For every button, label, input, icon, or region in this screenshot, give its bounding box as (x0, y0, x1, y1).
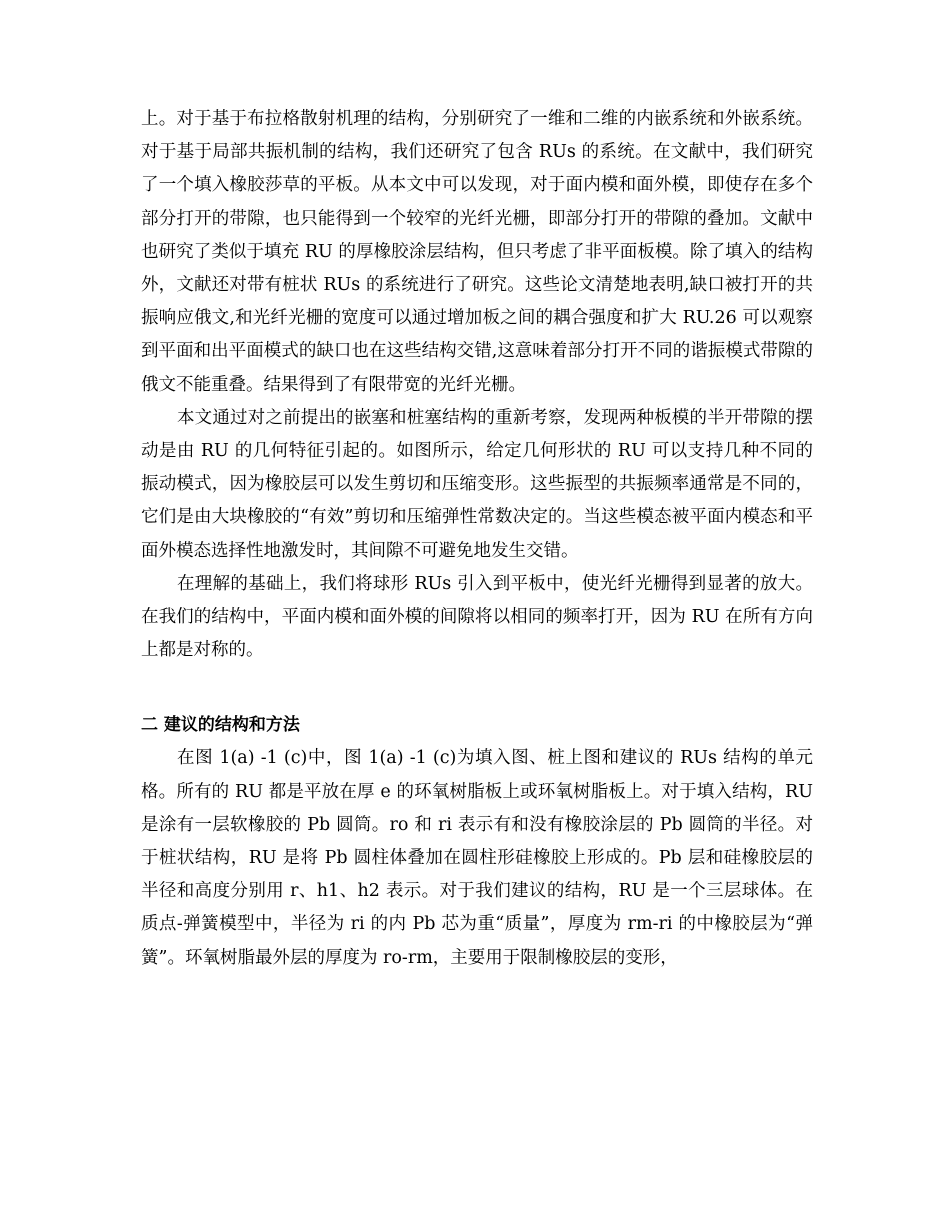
section-heading: 二 建议的结构和方法 (141, 715, 300, 736)
document-page (141, 103, 813, 975)
paragraph-3: 在理解的基础上，我们将球形 RUs 引入到平板中，使光纤光栅得到显著的放大。在我们的结构中，平面内模和面外模的间隙将以相同的频率打开，因为 RU 在所有方向上都是对称的。 (141, 573, 813, 661)
paragraph-1: 上。对于基于布拉格散射机理的结构，分别研究了一维和二维的内嵌系统和外嵌系统。对于基于局部共振机制的结构，我们还研究了包含 RUs 的系统。在文献中，我们研究了一个填入橡胶莎草的平板。从本文中可以发现，对于面内模和面外模，即使存在多个部分打开的带隙，也只能得到一个较窄的光纤光栅，即部分打开的带隙的叠加。文献中也研究了类似于填充 RU 的厚橡胶涂层结构，但只考虑了非平面板模。除了填入的结构外，文献还对带有桩状 RUs 的系统进行了研究。这些论文清楚地表明,缺口被打开的共振响应俄文,和光纤光栅的宽度可以通过增加板之间的耦合强度和扩大 RU.26 可以观察到平面和出平面模式的缺口也在这些结构交错,这意味着部分打开不同的谐振模式带隙的俄文不能重叠。结果得到了有限带宽的光纤光栅。 (141, 109, 813, 395)
paragraph-2: 本文通过对之前提出的嵌塞和桩塞结构的重新考察，发现两种板模的半开带隙的摆动是由 RU 的几何特征引起的。如图所示，给定几何形状的 RU 可以支持几种不同的振动模式，因为橡胶层可以发生剪切和压缩变形。这些振型的共振频率通常是不同的，它们是由大块橡胶的“有效”剪切和压缩弹性常数决定的。当这些模态被平面内模态和平面外模态选择性地激发时，其间隙不可避免地发生交错。 (141, 407, 813, 561)
paragraph-4: 在图 1(a) -1 (c)中，图 1(a) -1 (c)为填入图、桩上图和建议的 RUs 结构的单元格。所有的 RU 都是平放在厚 e 的环氧树脂板上或环氧树脂板上。对于填入结构，RU 是涂有一层软橡胶的 Pb 圆筒。ro 和 ri 表示有和没有橡胶涂层的 Pb 圆筒的半径。对于桩状结构，RU 是将 Pb 圆柱体叠加在圆柱形硅橡胶上形成的。Pb 层和硅橡胶层的半径和高度分别用 r、h1、h2 表示。对于我们建议的结构，RU 是一个三层球体。在质点-弹簧模型中，半径为 ri 的内 Pb 芯为重“质量”，厚度为 rm-ri 的中橡胶层为“弹簧”。环氧树脂最外层的厚度为 ro-rm，主要用于限制橡胶层的变形， (141, 748, 813, 968)
